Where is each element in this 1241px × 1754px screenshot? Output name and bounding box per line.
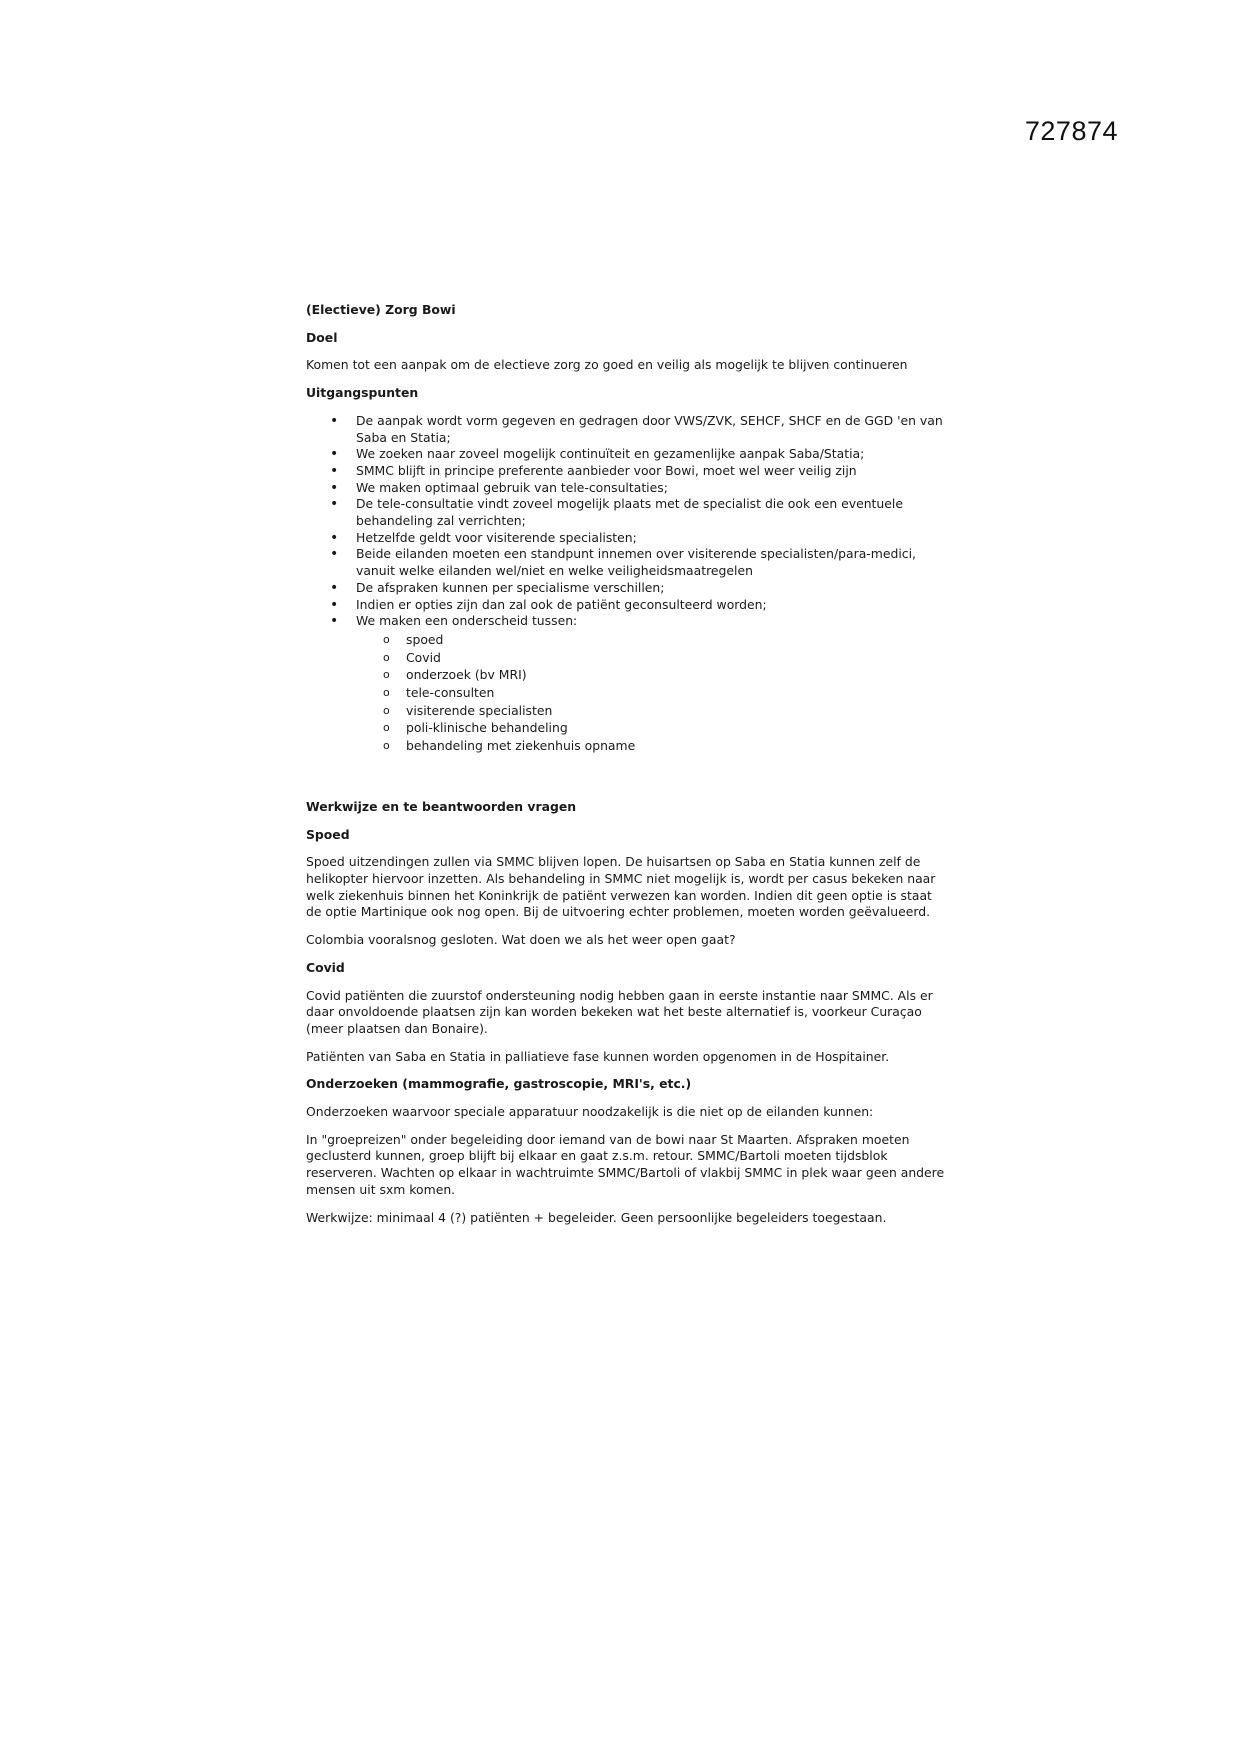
sub-list-item xyxy=(356,666,946,684)
section-heading-spoed: Spoed xyxy=(306,826,350,842)
sub-list-item-text: tele-consulten xyxy=(406,685,495,701)
doel-paragraph: Komen tot een aanpak om de electieve zorg zo goed en veilig als mogelijk te blijven continueren xyxy=(306,357,908,373)
bullet-icon: • xyxy=(330,596,339,613)
bullet-icon: • xyxy=(330,529,339,546)
bullet-icon: • xyxy=(330,546,339,563)
sub-list-item xyxy=(356,631,946,649)
bullet-icon: • xyxy=(330,496,339,513)
sub-list-item-text: spoed xyxy=(406,631,444,647)
bullet-icon: • xyxy=(330,412,339,429)
section-heading-onderzoeken: Onderzoeken (mammografie, gastroscopie, MRI's, etc.) xyxy=(306,1076,692,1092)
section-heading-uitgangspunten: Uitgangspunten xyxy=(306,385,419,401)
onderzoeken-paragraph-1: Onderzoeken waarvoor speciale apparatuur noodzakelijk is die niet op de eilanden kunnen: xyxy=(306,1104,874,1120)
covid-paragraph-2: Patiënten van Saba en Statia in palliatieve fase kunnen worden opgenomen in de Hospitainer. xyxy=(306,1048,890,1064)
list-item xyxy=(306,413,946,446)
bullet-icon: • xyxy=(330,579,339,596)
circle-bullet-icon: o xyxy=(383,650,390,664)
spoed-paragraph-2: Colombia vooralsnog gesloten. Wat doen we als het weer open gaat? xyxy=(306,932,736,948)
section-heading-covid: Covid xyxy=(306,959,345,975)
sub-list-item-text: onderzoek (bv MRI) xyxy=(406,667,527,683)
list-item-text: De afspraken kunnen per specialisme verschillen; xyxy=(356,579,665,595)
list-item-text: Indien er opties zijn dan zal ook de patiënt geconsulteerd worden; xyxy=(356,596,767,612)
uitgangspunten-list xyxy=(306,413,946,755)
circle-bullet-icon: o xyxy=(383,668,390,682)
bullet-icon: • xyxy=(330,613,339,630)
circle-bullet-icon: o xyxy=(383,632,390,646)
list-item-text: We zoeken naar zoveel mogelijk continuïteit en gezamenlijke aanpak Saba/Statia; xyxy=(356,446,865,462)
circle-bullet-icon: o xyxy=(383,703,390,717)
list-item xyxy=(306,530,946,547)
sub-list-item-text: behandeling met ziekenhuis opname xyxy=(406,738,636,754)
circle-bullet-icon: o xyxy=(383,686,390,700)
list-item-text: We maken optimaal gebruik van tele-consultaties; xyxy=(356,479,668,495)
list-item xyxy=(306,580,946,597)
document-body xyxy=(306,302,946,1237)
bullet-icon: • xyxy=(330,479,339,496)
sub-list-item-text: visiterende specialisten xyxy=(406,702,553,718)
list-item xyxy=(306,496,946,529)
document-title: (Electieve) Zorg Bowi xyxy=(306,302,456,317)
sub-list xyxy=(356,631,946,755)
list-item-text: We maken een onderscheid tussen: xyxy=(356,613,578,629)
list-item-text: De aanpak wordt vorm gegeven en gedragen door VWS/ZVK, SEHCF, SHCF en de GGD 'en van Saba en Statia; xyxy=(356,412,943,445)
list-item xyxy=(306,546,946,579)
bullet-icon: • xyxy=(330,462,339,479)
section-heading-werkwijze: Werkwijze en te beantwoorden vragen xyxy=(306,798,577,814)
onderzoeken-paragraph-3: Werkwijze: minimaal 4 (?) patiënten + begeleider. Geen persoonlijke begeleiders toegestaan. xyxy=(306,1209,887,1225)
circle-bullet-icon: o xyxy=(383,721,390,735)
list-item-text: De tele-consultatie vindt zoveel mogelijk plaats met de specialist die ook een eventuele behandeling zal verrichten; xyxy=(356,496,903,529)
list-item xyxy=(306,597,946,614)
sub-list-item xyxy=(356,719,946,737)
section-heading-doel: Doel xyxy=(306,329,338,345)
sub-list-item-text: Covid xyxy=(406,649,441,665)
bullet-icon: • xyxy=(330,446,339,463)
circle-bullet-icon: o xyxy=(383,739,390,753)
list-item-text: SMMC blijft in principe preferente aanbieder voor Bowi, moet wel weer veilig zijn xyxy=(356,462,857,478)
sub-list-item xyxy=(356,737,946,755)
list-item xyxy=(306,463,946,480)
list-item-text: Hetzelfde geldt voor visiterende specialisten; xyxy=(356,529,637,545)
onderzoeken-paragraph-2: In "groepreizen" onder begeleiding door iemand van de bowi naar St Maarten. Afspraken moeten geclusterd kunnen, groep blijft bij elkaar en gaat z.s.m. retour. SMMC/Bartoli moeten tijdsblok reserveren. Wachten op elkaar in wachtruimte SMMC/Bartoli of vlakbij SMMC in plek waar geen andere mensen uit sxm komen. xyxy=(306,1131,945,1197)
covid-paragraph-1: Covid patiënten die zuurstof ondersteuning nodig hebben gaan in eerste instantie naar SMMC. Als er daar onvoldoende plaatsen zijn kan worden bekeken wat het beste alternatief is, voorkeur Curaçao (meer plaatsen dan Bonaire). xyxy=(306,987,933,1036)
spoed-paragraph-1: Spoed uitzendingen zullen via SMMC blijven lopen. De huisartsen op Saba en Statia kunnen zelf de helikopter hiervoor inzetten. Als behandeling in SMMC niet mogelijk is, wordt per casus bekeken naar welk ziekenhuis binnen het Koninkrijk de patiënt verwezen kan worden. Indien dit geen optie is staat de optie Martinique ook nog open. Bij de uitvoering echter problemen, moeten worden geëvalueerd. xyxy=(306,854,936,920)
list-item xyxy=(306,446,946,463)
sub-list-item xyxy=(356,649,946,667)
list-item xyxy=(306,613,946,755)
sub-list-item xyxy=(356,702,946,720)
sub-list-item-text: poli-klinische behandeling xyxy=(406,720,568,736)
list-item xyxy=(306,480,946,497)
list-item-text: Beide eilanden moeten een standpunt innemen over visiterende specialisten/para-medici, vanuit welke eilanden wel/niet en welke veiligheidsmaatregelen xyxy=(356,546,916,579)
sub-list-item xyxy=(356,684,946,702)
document-number: 727874 xyxy=(1024,116,1118,146)
